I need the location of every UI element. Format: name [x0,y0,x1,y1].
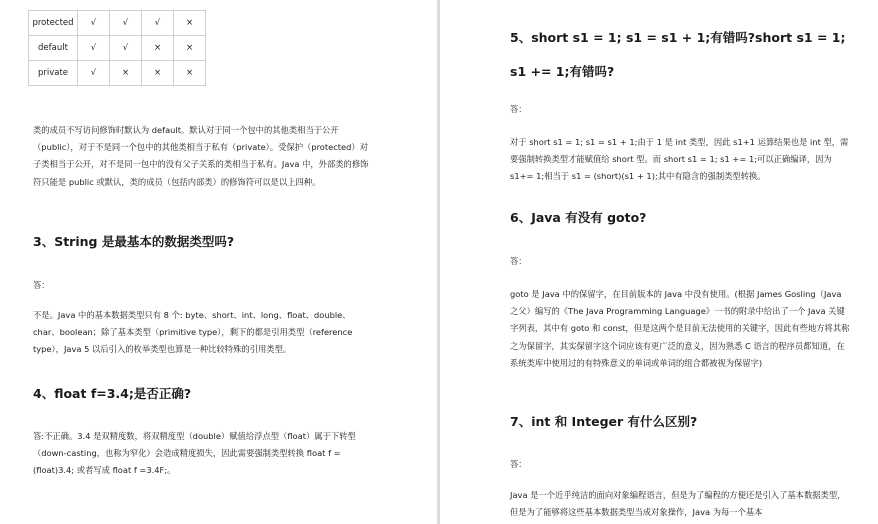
answer-5-label: 答： [510,104,527,114]
table-cell: × [174,36,206,61]
answer-7-label: 答： [510,459,527,469]
table-cell: √ [142,11,174,36]
table-cell: √ [110,11,142,36]
answer-6-label: 答： [510,256,527,266]
table-cell: √ [78,61,110,86]
question-5-heading: 5、short s1 = 1; s1 = s1 + 1;有错吗?short s1 = 1; s1 += 1;有错吗? [510,30,846,79]
table-cell: × [142,61,174,86]
table-cell: default [29,36,78,61]
question-3-heading: 3、String 是最基本的数据类型吗? [33,234,235,249]
table-cell: × [142,36,174,61]
answer-5-text: 对于 short s1 = 1; s1 = s1 + 1;由于 1 是 int 类型，因此 s1+1 运算结果也是 int 型，需要强制转换类型才能赋值给 short 型。而 short s1 = 1; s1 += 1;可以正确编译，因为 s1+= 1;相当于 s1 = (short)(s1 + 1);其中有隐含的强制类型转换。 [510,137,849,182]
right-page [440,0,878,524]
table-cell: × [110,61,142,86]
table-cell: × [174,61,206,86]
answer-3-label: 答： [33,280,50,290]
left-page [0,0,437,524]
table-cell: protected [29,11,78,36]
access-modifier-paragraph: 类的成员不写访问修饰时默认为 default。默认对于同一个包中的其他类相当于公开（public），对于不是同一个包中的其他类相当于私有（private）。受保护（protected）对子类相当于公开，对不是同一包中的没有父子关系的类相当于私有。Java 中，外部类的修饰符只能是 public 或默认，类的成员（包括内部类）的修饰符可以是以上四种。 [33,125,369,187]
question-6-heading: 6、Java 有没有 goto? [510,210,647,225]
access-modifier-table [28,10,206,86]
answer-3-text: 不是。Java 中的基本数据类型只有 8 个: byte、short、int、long、float、double、char、boolean；除了基本类型（primitive type），剩下的都是引用类型（reference type），Java 5 以后引入的枚举类型也算是一种比较特殊的引用类型。 [33,310,353,355]
question-4-heading: 4、float f=3.4;是否正确? [33,386,192,401]
table-cell: √ [78,11,110,36]
table-cell: × [174,11,206,36]
table-cell: √ [78,36,110,61]
answer-7-text: Java 是一个近乎纯洁的面向对象编程语言，但是为了编程的方便还是引入了基本数据类型，但是为了能够将这些基本数据类型当成对象操作，Java 为每一个基本 [510,490,846,518]
table-cell: √ [110,36,142,61]
question-7-heading: 7、int 和 Integer 有什么区别? [510,414,698,429]
table-row [29,11,206,36]
table-row [29,61,206,86]
answer-4-text: 答:不正确。3.4 是双精度数，将双精度型（double）赋值给浮点型（float）属于下转型（down-casting，也称为窄化）会造成精度损失，因此需要强制类型转换 float f =(float)3.4; 或者写成 float f =3.4F;。 [33,431,356,476]
table-row [29,36,206,61]
table-cell: private [29,61,78,86]
answer-6-text: goto 是 Java 中的保留字，在目前版本的 Java 中没有使用。(根据 James Gosling（Java 之父）编写的《The Java Programming Language》一书的附录中给出了一个 Java 关键字列表，其中有 goto 和 const，但是这两个是目前无法使用的关键字，因此有些地方将其称之为保留字，其实保留字这个词应该有更广泛的意义，因为熟悉 C 语言的程序员都知道，在系统类库中使用过的有特殊意义的单词或单词的组合都被视为保留字) [510,289,850,368]
